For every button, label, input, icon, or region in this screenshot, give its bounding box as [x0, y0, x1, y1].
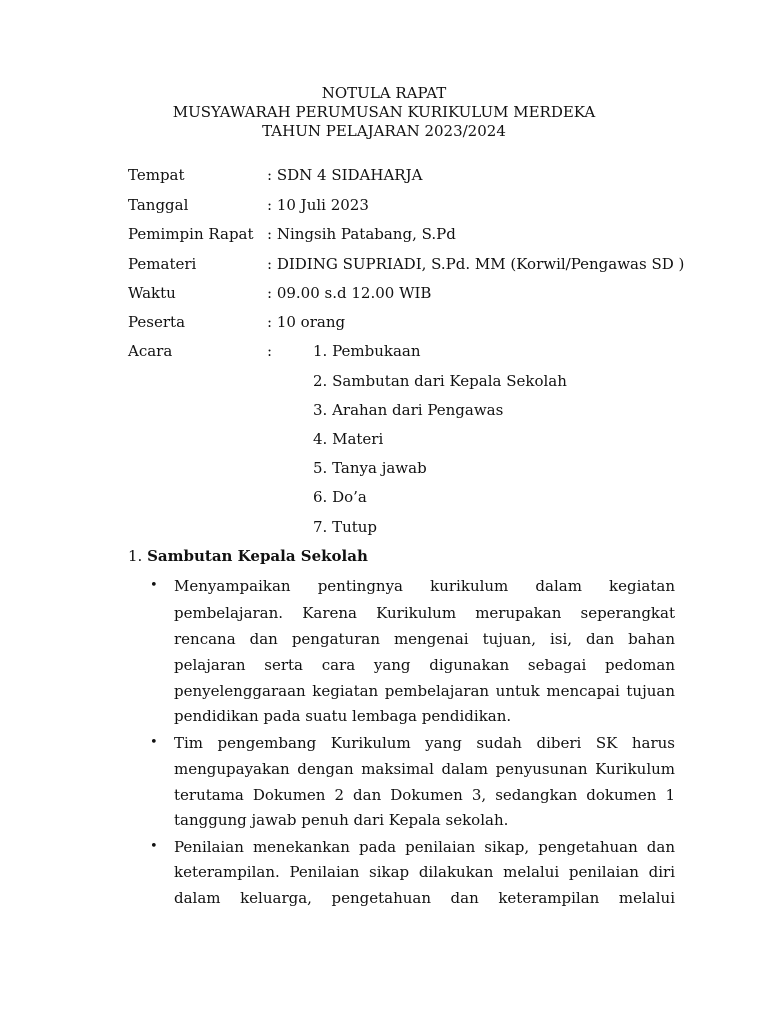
bullet-line: keterampilan. Penilaian sikap dilakukan melalui penilaian diri: [174, 863, 675, 881]
section-heading: [128, 547, 368, 565]
detail-value-waktu: : 09.00 s.d 12.00 WIB: [267, 284, 432, 302]
agenda-item: 6. Do’a: [313, 488, 367, 506]
agenda-item: 4. Materi: [313, 430, 384, 448]
agenda-item: 7. Tutup: [313, 518, 378, 536]
bullet-line: Menyampaikan pentingnya kurikulum dalam kegiatan: [174, 577, 675, 595]
bullet-line: tanggung jawab penuh dari Kepala sekolah.: [174, 811, 509, 829]
detail-value-acara: :: [267, 342, 273, 360]
agenda-item: 1. Pembukaan: [313, 342, 421, 360]
bullet-line: pendidikan pada suatu lembaga pendidikan.: [174, 707, 512, 725]
detail-value-peserta: : 10 orang: [267, 313, 346, 331]
detail-label-tanggal: Tanggal: [128, 196, 189, 214]
detail-value-pemateri: : DIDING SUPRIADI, S.Pd. MM (Korwil/Pengawas SD ): [267, 255, 685, 273]
bullet-line: mengupayakan dengan maksimal dalam penyusunan Kurikulum: [174, 760, 675, 778]
bullet-line: pembelajaran. Karena Kurikulum merupakan seperangkat: [174, 604, 675, 622]
bullet-icon: •: [150, 735, 158, 750]
section-title: Sambutan Kepala Sekolah: [147, 547, 368, 565]
bullet-line: terutama Dokumen 2 dan Dokumen 3, sedangkan dokumen 1: [174, 786, 675, 804]
detail-value-tanggal: : 10 Juli 2023: [267, 196, 369, 214]
document-title: NOTULA RAPAT: [321, 84, 447, 102]
detail-label-acara: Acara: [128, 342, 173, 360]
agenda-item: 3. Arahan dari Pengawas: [313, 401, 504, 419]
bullet-line: penyelenggaraan kegiatan pembelajaran untuk mencapai tujuan: [174, 682, 675, 700]
document-subtitle: MUSYAWARAH PERUMUSAN KURIKULUM MERDEKA: [172, 103, 596, 121]
detail-label-pemimpin: Pemimpin Rapat: [128, 225, 254, 243]
detail-label-tempat: Tempat: [128, 166, 185, 184]
bullet-line: Tim pengembang Kurikulum yang sudah diberi SK harus: [174, 734, 675, 752]
agenda-item: 5. Tanya jawab: [313, 459, 427, 477]
agenda-item: 2. Sambutan dari Kepala Sekolah: [313, 372, 567, 390]
bullet-line: Penilaian menekankan pada penilaian sikap, pengetahuan dan: [174, 838, 675, 856]
detail-label-peserta: Peserta: [128, 313, 186, 331]
bullet-line: pelajaran serta cara yang digunakan sebagai pedoman: [174, 656, 675, 674]
section-number: 1.: [128, 547, 143, 565]
detail-value-pemimpin: : Ningsih Patabang, S.Pd: [267, 225, 456, 243]
bullet-icon: •: [150, 839, 158, 854]
bullet-line: rencana dan pengaturan mengenai tujuan, isi, dan bahan: [174, 630, 675, 648]
bullet-line: dalam keluarga, pengetahuan dan keterampilan melalui: [174, 889, 675, 907]
detail-label-waktu: Waktu: [128, 284, 176, 302]
detail-label-pemateri: Pemateri: [128, 255, 197, 273]
document-year: TAHUN PELAJARAN 2023/2024: [262, 122, 506, 140]
bullet-icon: •: [150, 578, 158, 593]
detail-value-tempat: : SDN 4 SIDAHARJA: [267, 166, 423, 184]
